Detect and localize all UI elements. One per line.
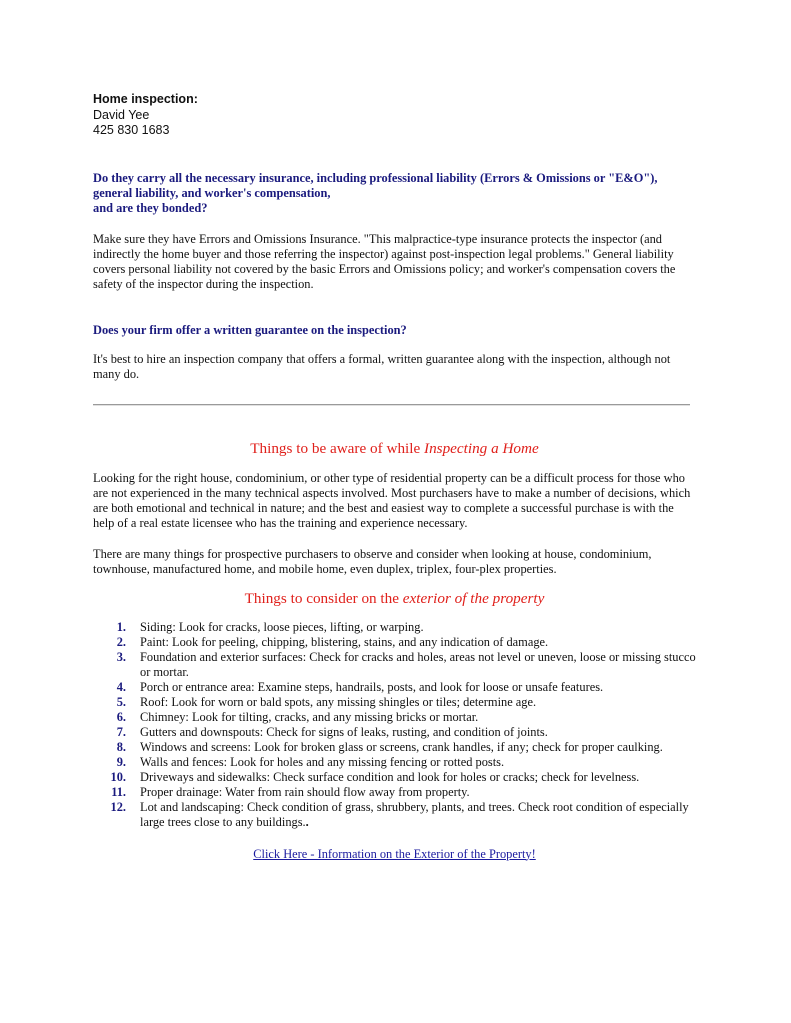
section-title-inspecting-italic: Inspecting a Home [424,439,539,457]
exterior-link-row [93,845,696,863]
purchasers-paragraph: There are many things for prospective purchasers to observe and consider when looking at house, condominium, townhouse, manufactured home, and mobile home, even duplex, triplex, four-plex properties. [93,546,652,576]
list-item-text: Walls and fences: Look for holes and any missing fencing or rotted posts. [140,754,505,769]
list-item-text: Windows and screens: Look for broken glass or screens, crank handles, if any; check for proper caulking. [140,739,663,754]
list-item [93,695,698,710]
list-item-number: 2. [116,634,126,649]
list-item [93,725,698,740]
list-item [93,620,698,635]
list-item [93,770,698,785]
list-item-text: Foundation and exterior surfaces: Check for cracks and holes, areas not level or uneven, loose or missing stucco or mortar. [140,649,696,679]
question-insurance [93,171,698,216]
contact-header [93,92,698,139]
list-item-number: 1. [116,619,126,634]
header-label: Home inspection: [93,92,198,106]
list-item-number: 10. [110,769,126,784]
list-item-number: 12. [110,799,126,814]
exterior-info-link[interactable]: Click Here - Information on the Exterior of the Property! [253,846,536,861]
list-item-suffix: . [305,814,309,829]
contact-phone: 425 830 1683 [93,123,170,137]
list-item [93,740,698,755]
question-guarantee: Does your firm offer a written guarantee on the inspection? [93,322,407,337]
section-title-exterior-plain: Things to consider on the [244,589,403,607]
list-item-text: Driveways and sidewalks: Check surface condition and look for holes or cracks; check for levelness. [140,769,640,784]
list-item-number: 5. [116,694,126,709]
question-insurance-line2: general liability, and worker's compensation, [93,185,331,200]
section-title-exterior-italic: exterior of the property [402,589,545,607]
list-item [93,755,698,770]
section-title-inspecting [93,440,696,458]
list-item-number: 4. [116,679,126,694]
question-insurance-line3: and are they bonded? [93,200,208,215]
list-item-number: 6. [116,709,126,724]
exterior-checklist [93,620,698,830]
question-insurance-line1: Do they carry all the necessary insurance, including professional liability (Errors & Omissions or "E&O"), [93,170,658,185]
answer-insurance: Make sure they have Errors and Omissions Insurance. "This malpractice-type insurance protects the inspector (and indirectly the home buyer and those referring the inspector) against post-inspection legal problems." General liability covers personal liability not covered by the basic Errors and Omissions policy; and worker's compensation covers the safety of the inspector during the inspection. [93,231,676,291]
list-item-text: Porch or entrance area: Examine steps, handrails, posts, and look for loose or unsafe features. [140,679,604,694]
list-item-number: 9. [116,754,126,769]
list-item [93,800,698,830]
list-item [93,680,698,695]
list-item [93,650,698,680]
list-item-number: 11. [111,784,126,799]
list-item-text: Lot and landscaping: Check condition of grass, shrubbery, plants, and trees. Check root condition of especially large trees close to any buildings. [140,799,689,829]
list-item-text: Gutters and downspouts: Check for signs of leaks, rusting, and condition of joints. [140,724,548,739]
list-item-number: 7. [116,724,126,739]
list-item-text: Paint: Look for peeling, chipping, blistering, stains, and any indication of damage. [140,634,549,649]
list-item-number: 8. [116,739,126,754]
list-item-text: Siding: Look for cracks, loose pieces, lifting, or warping. [140,619,424,634]
section-title-inspecting-plain: Things to be aware of while [250,439,425,457]
list-item-number: 3. [116,649,126,664]
list-item [93,785,698,800]
list-item [93,710,698,725]
list-item-text: Proper drainage: Water from rain should flow away from property. [140,784,470,799]
answer-guarantee: It's best to hire an inspection company that offers a formal, written guarantee along with the inspection, although not many do. [93,351,671,381]
list-item-text: Chimney: Look for tilting, cracks, and any missing bricks or mortar. [140,709,479,724]
list-item-text: Roof: Look for worn or bald spots, any missing shingles or tiles; determine age. [140,694,537,709]
list-item [93,635,698,650]
section-title-exterior [93,590,696,608]
intro-paragraph: Looking for the right house, condominium, or other type of residential property can be a difficult process for those who are not experienced in the many technical aspects involved. Most purchasers have to make a number of decisions, which are both emotional and technical in nature; and the best and easiest way to complete a successful purchase is with the help of a real estate licensee who has the training and experience necessary. [93,470,691,530]
contact-name: David Yee [93,107,150,122]
document-page [93,92,698,863]
